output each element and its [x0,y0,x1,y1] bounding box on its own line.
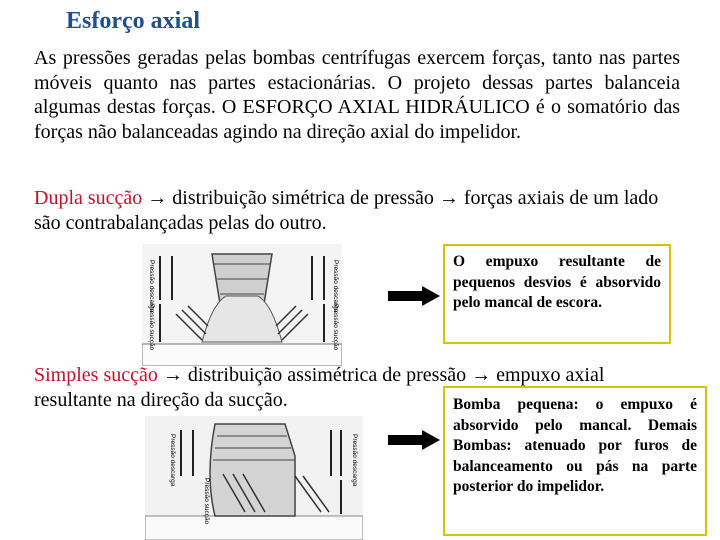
single-suction-impeller-figure [145,416,363,540]
fig1-label-right-succao: Pressão sucção [332,304,339,351]
single-suction-term: Simples sucção [34,364,158,386]
fig1-label-right-descarga: Pressão descarga [332,260,339,313]
double-suction-term: Dupla sucção [34,187,143,209]
arrow-right-icon [388,430,440,450]
thrust-bearing-note: O empuxo resultante de pequenos desvios é absorvido pelo mancal de escora. [443,244,671,344]
double-suction-paragraph [34,186,684,235]
double-suction-impeller-figure [142,244,342,366]
fig2-label-right-descarga: Pressão descarga [351,434,358,487]
slide-title: Esforço axial [66,8,200,34]
intro-paragraph: As pressões geradas pelas bombas centrífugas exercem forças, tanto nas partes móveis quanto nas partes estacionárias. O projeto dessas partes balanceia algumas destas forças. O ESFORÇO AXIAL HIDRÁULICO é o somatório das forças não balanceadas agindo na direção axial do impelidor. [34,47,680,143]
fig1-label-left-succao: Pressão sucção [148,304,155,351]
balancing-note: Bomba pequena: o empuxo é absorvido pelo mancal. Demais Bombas: atenuado por furos de balanceamento ou pás na parte posterior do impelidor. [443,386,707,536]
double-suction-text: → distribuição simétrica de pressão → forças axiais de um lado são contrabalançadas pelas do outro. [34,187,659,234]
arrow-right-icon [388,286,440,306]
fig2-label-left-succao: Pressão sucção [203,478,210,525]
fig1-label-left-descarga: Pressão descarga [148,260,155,313]
fig2-label-left-descarga: Pressão descarga [169,434,176,487]
single-suction-text: → distribuição assimétrica de pressão → empuxo axial resultante na direção da sucção. [34,364,605,411]
